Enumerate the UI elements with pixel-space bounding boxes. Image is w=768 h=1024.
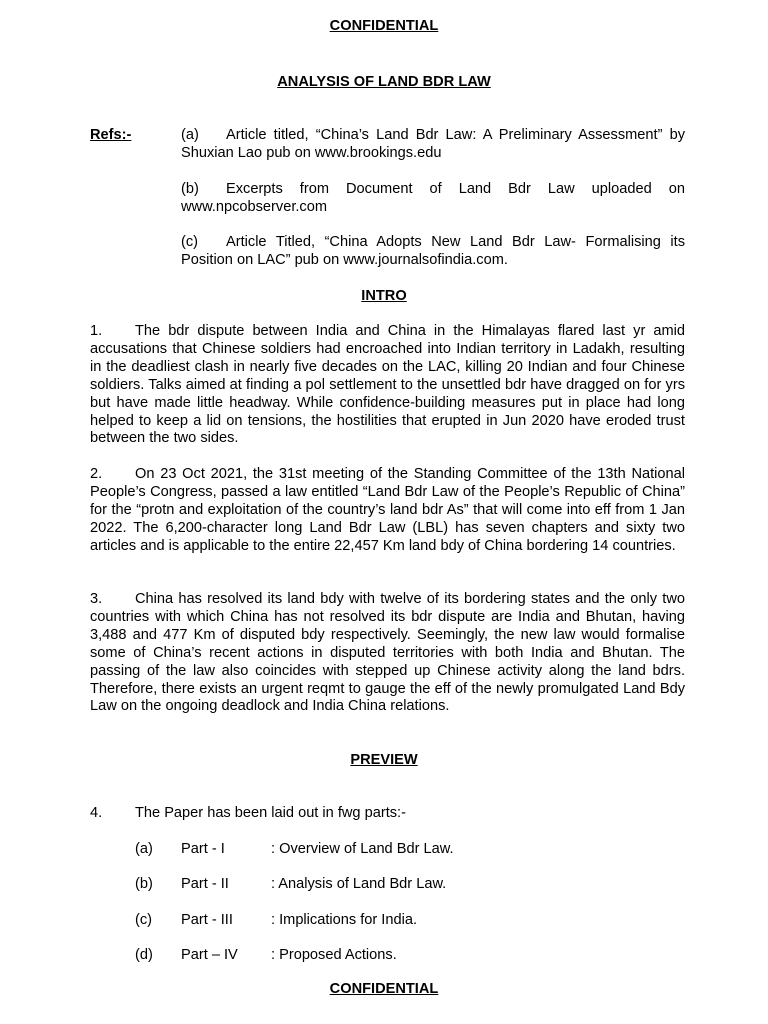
ref-item-c — [181, 234, 685, 270]
document-title: ANALYSIS OF LAND BDR LAW — [277, 74, 491, 90]
ref-text: Excerpts from Document of Land Bdr Law uploaded on www.npcobserver.com — [181, 181, 685, 215]
paragraph-number: 2. — [90, 466, 103, 482]
part-name: Part - III — [181, 912, 233, 928]
ref-letter: (c) — [181, 234, 199, 250]
footer-classification: CONFIDENTIAL — [329, 981, 439, 997]
part-letter: (a) — [135, 841, 153, 857]
paragraph-1 — [90, 323, 685, 448]
paragraph-3 — [90, 591, 685, 716]
paragraph-text: The Paper has been laid out in fwg parts:- — [135, 805, 406, 821]
ref-item-b — [181, 181, 685, 217]
refs-label-suffix: :- — [121, 127, 132, 143]
refs-label — [90, 127, 131, 145]
ref-letter: (a) — [181, 127, 199, 143]
ref-text: Article Titled, “China Adopts New Land Bdr Law- Formalising its Position on LAC” pub on www.journalsofindia.com. — [181, 234, 685, 268]
ref-letter: (b) — [181, 181, 199, 197]
part-letter: (d) — [135, 947, 153, 963]
part-name: Part - II — [181, 876, 229, 892]
part-letter: (b) — [135, 876, 153, 892]
preview-heading: PREVIEW — [350, 752, 418, 768]
part-letter: (c) — [135, 912, 153, 928]
paragraph-text: China has resolved its land bdy with twelve of its bordering states and the only two countries with which China has not resolved its bdr dispute are India and Bhutan, having 3,488 and 477 Km of disputed bdy respectively. Seemingly, the new law would formalise some of China’s recent actions in disputed territories with both India and Bhutan. The passing of the law also coincides with stepped up Chinese activity along the land bdrs. Therefore, there exists an urgent reqmt to gauge the eff of the newly promulgated Land Bdy Law on the ongoing deadlock and India China relations. — [90, 591, 685, 715]
ref-text: Article titled, “China’s Land Bdr Law: A Preliminary Assessment” by Shuxian Lao pub on www.brookings.edu — [181, 127, 685, 161]
paragraph-2 — [90, 466, 685, 556]
refs-label-text: Refs — [90, 127, 122, 143]
paragraph-number: 3. — [90, 591, 103, 607]
part-description: : Analysis of Land Bdr Law. — [271, 876, 447, 892]
paragraph-text: The bdr dispute between India and China in the Himalayas flared last yr amid accusations that Chinese soldiers had encroached into Indian territory in Ladakh, resulting in the deadliest clash in nearly five decades on the LAC, killing 20 Indian and four Chinese soldiers. Talks aimed at finding a pol settlement to the unsettled bdr have dragged on for yrs but have made little headway. While confidence-building measures put in place had long helped to keep a lid on tensions, the hostilities that erupted in Jun 2020 have eroded trust between the two sides. — [90, 323, 685, 447]
part-name: Part – IV — [181, 947, 238, 963]
paragraph-text: On 23 Oct 2021, the 31st meeting of the Standing Committee of the 13th National People’s Congress, passed a law entitled “Land Bdr Law of the People’s Republic of China” for the “protn and exploitation of the country’s land bdr As” that will come into eff from 1 Jan 2022. The 6,200-character long Land Bdr Law (LBL) has seven chapters and sixty two articles and is applicable to the entire 22,457 Km land bdy of China bordering 14 countries. — [90, 466, 685, 554]
intro-heading: INTRO — [361, 288, 407, 304]
part-name: Part - I — [181, 841, 225, 857]
part-description: : Implications for India. — [271, 912, 418, 928]
part-description: : Proposed Actions. — [271, 947, 397, 963]
part-description: : Overview of Land Bdr Law. — [271, 841, 454, 857]
paragraph-4 — [90, 805, 685, 823]
paragraph-number: 4. — [90, 805, 103, 821]
header-classification: CONFIDENTIAL — [329, 18, 439, 34]
paragraph-number: 1. — [90, 323, 103, 339]
ref-item-a — [181, 127, 685, 163]
